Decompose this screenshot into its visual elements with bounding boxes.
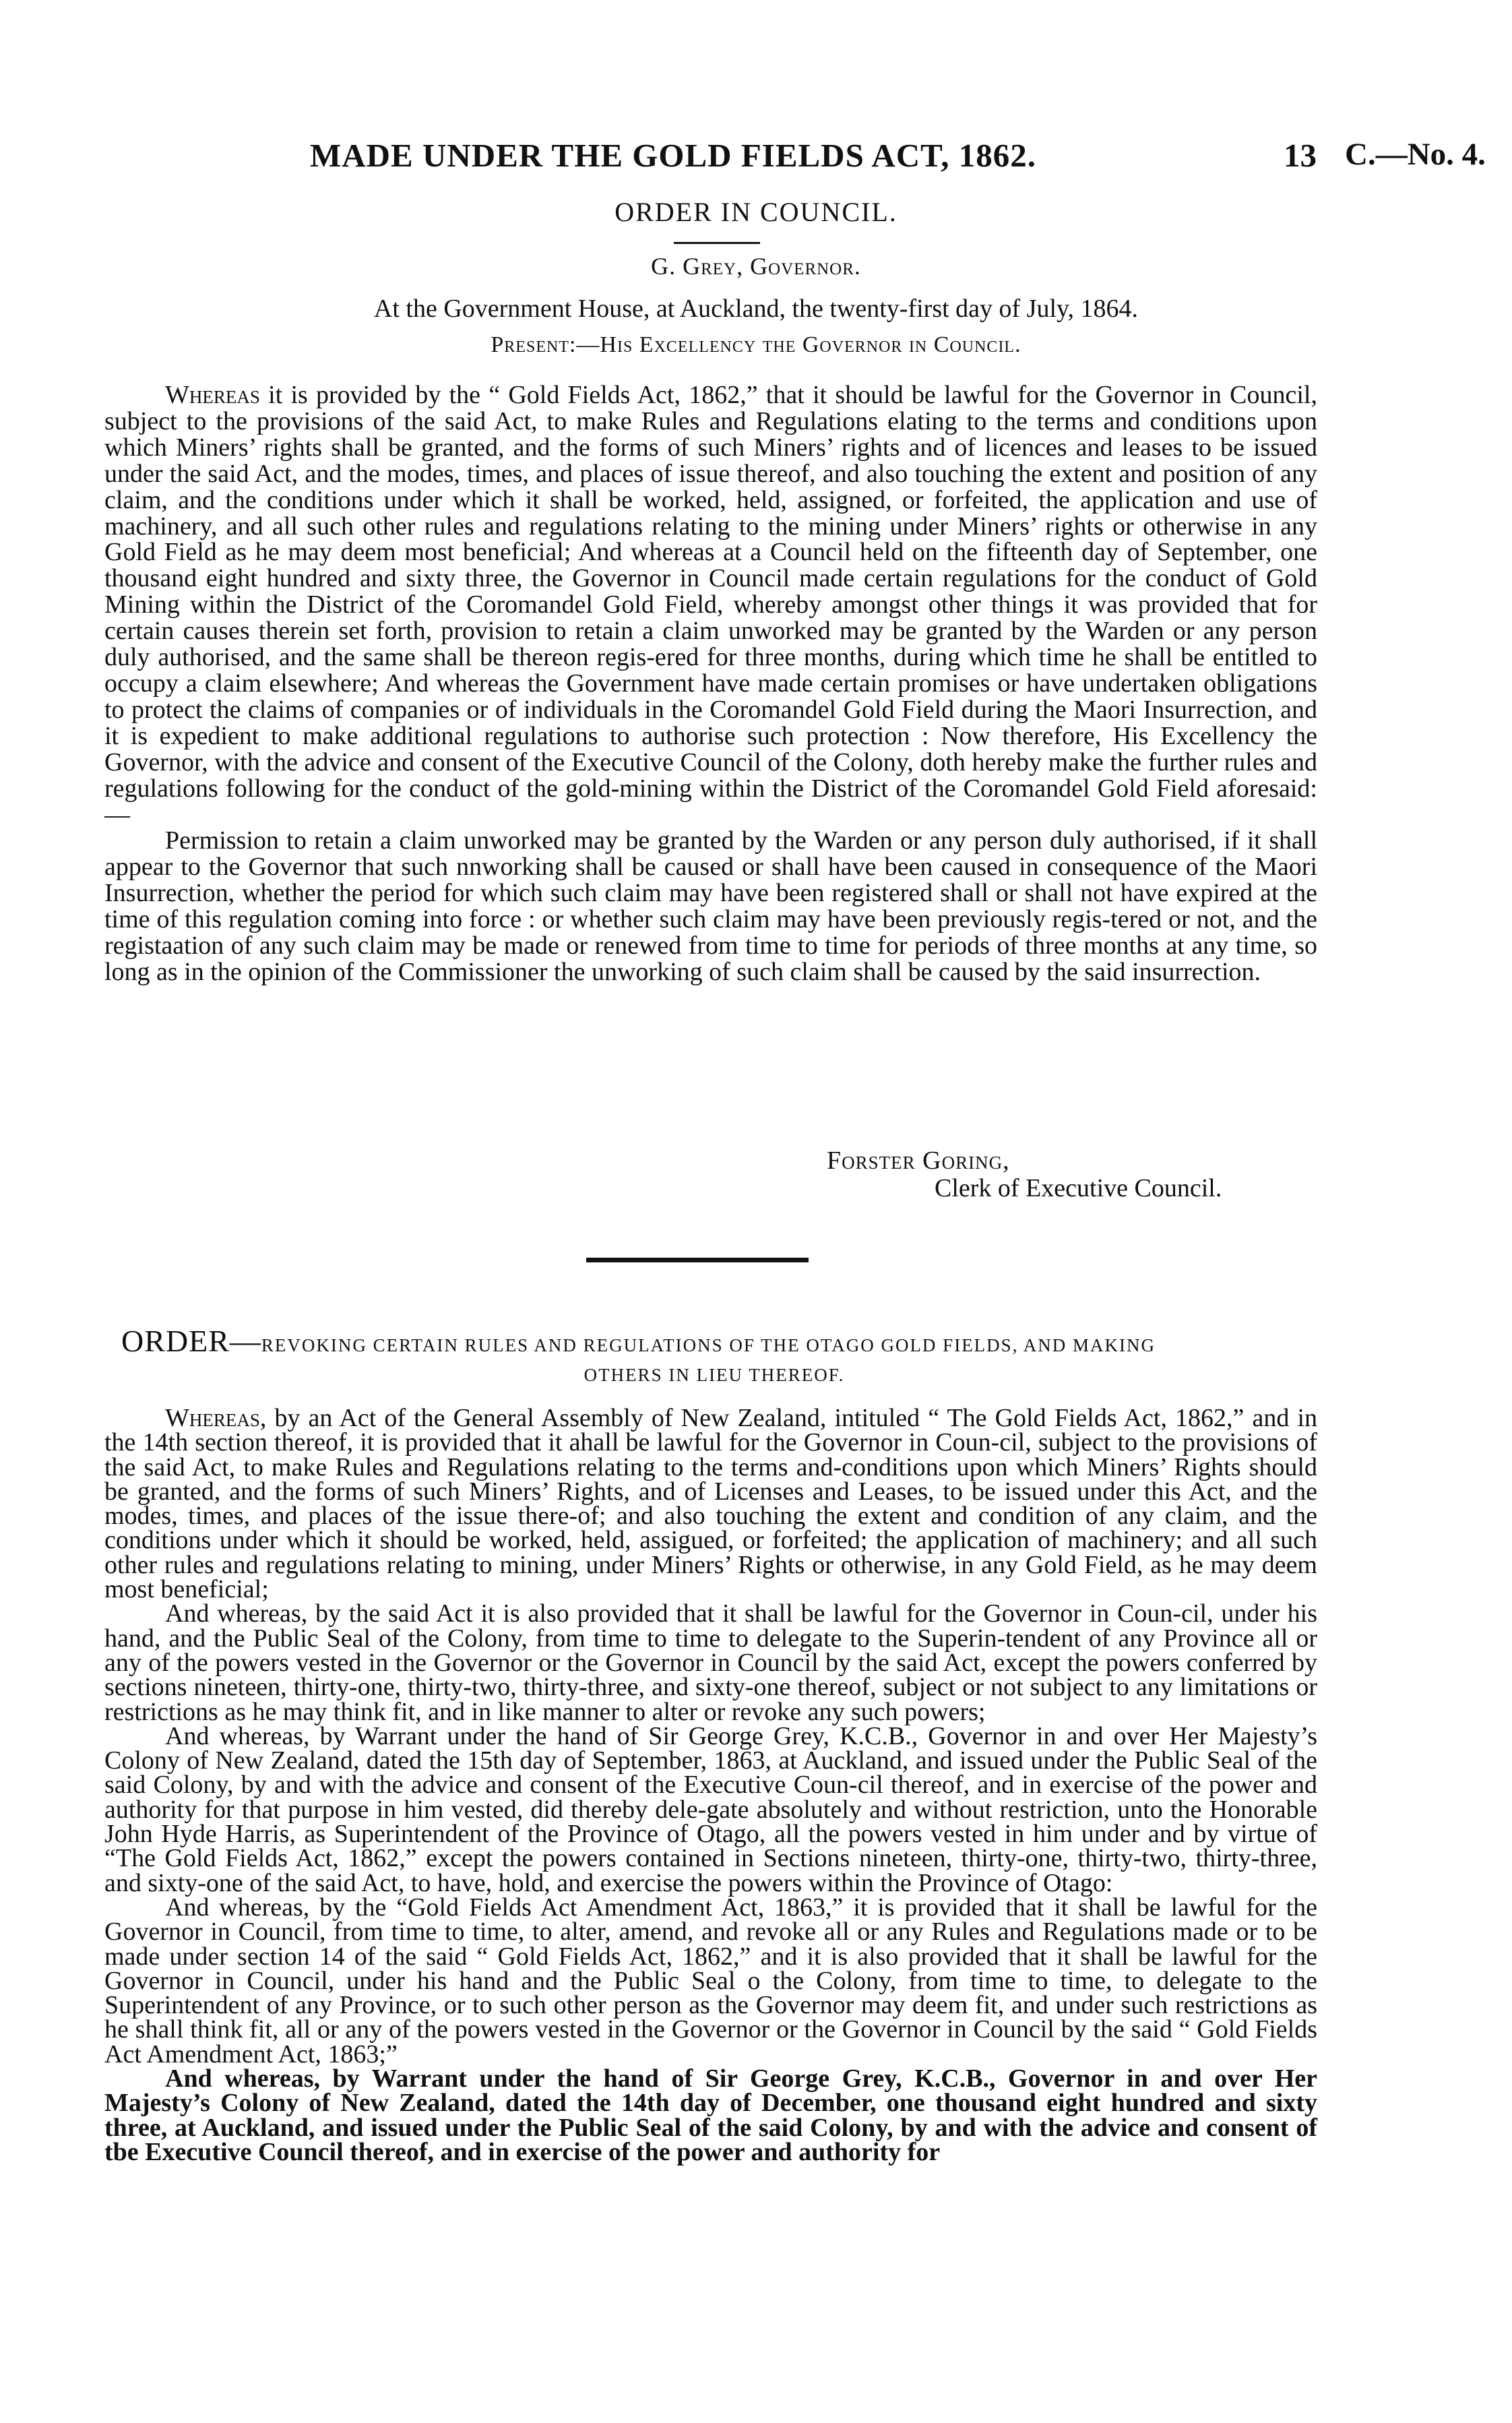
oc-paragraph-2: Permission to retain a claim unworked may be granted by the Warden or any person duly authorised, if it shall appear to the Governor that such nnworking shall be caused or shall have been caused in consequence of the Maori Insurrection, whether the period for which such claim may have been registered shall or shall not have expired at the time of this regulation coming into force : or whether such claim may have been previously regis-tered or not, and the registaation of any such claim may be made or renewed from time to time for periods of three months at any time, so long as in the opinion of the Commissioner the unworking of such claim shall be caused by the said insurrection.: [104, 826, 1317, 986]
ro-paragraph-4: And whereas, by the “Gold Fields Act Amendment Act, 1863,” it is provided that it shall be lawful for the Governor in Council, from time to time, to alter, amend, and revoke all or any Rules and Regulations made or to be made under section 14 of the said “ Gold Fields Act, 1862,” and it is also provided that it shall be lawful for the Governor in Council, under his hand and the Public Seal o the Colony, from time to time, to delegate to the Superintendent of any Province, or to such other person as the Governor may deem fit, and under such restrictions as he shall think fit, all or any of the powers vested in the Governor or the Governor in Council by the said “ Gold Fields Act Amendment Act, 1863;”: [104, 1893, 1317, 2068]
running-head-title: MADE UNDER THE GOLD FIELDS ACT, 1862.: [310, 137, 1036, 174]
present-line: Present:—His Excellency the Governor in Council.: [491, 332, 1021, 357]
ro-paragraph-5: And whereas, by Warrant under the hand of Sir George Grey, K.C.B., Governor in and over Her Majesty’s Colony of New Zealand, dated the 14th day of December, one thousand eight hundred and sixty three, at Auckland, and issued under the Public Seal of the said Colony, by and with the advice and consent of tbe Executive Council thereof, and in exercise of the power and authority for: [104, 2064, 1317, 2166]
revoking-order-heading: [121, 1326, 1388, 1390]
oc-whereas-lead: Whereas: [165, 381, 260, 409]
page-number: 13: [1284, 137, 1317, 174]
revoking-order-heading-line2: OTHERS IN LIEU THEREOF.: [584, 1365, 845, 1385]
ro-paragraph-1-body: by an Act of the General Assembly of New Zealand, intituled “ The Gold Fields Act, 1862,” and in the 14th section thereof, it is provided that it ahall be lawful for the Governor in Coun-cil, subject to the provisions of the said Act, to make Rules and Regulations relating to the terms and-conditions upon which Miners’ Rights should be granted, and the forms of such Miners’ Rights, and of Licenses and Leases, to be issued under this Act, and the modes, times, and places of the issue there-of; and also touching the extent and condition of any claim, and the conditions under which it should be worked, held, assigued, or forfeited; the application of machinery; and all such other rules and regulations relating to mining, under Miners’ Rights or otherwise, in any Gold Field, as he may deem most beneficial;: [104, 1404, 1317, 1604]
ro-whereas-lead: Whereas,: [165, 1404, 267, 1432]
revoking-order-heading-lead: ORDER—: [121, 1324, 261, 1358]
ro-paragraph-3: And whereas, by Warrant under the hand of Sir George Grey, K.C.B., Governor in and over Her Majesty’s Colony of New Zealand, dated the 15th day of September, 1863, at Auckland, and issued under the Public Seal of the said Colony, by and with the advice and consent of the Executive Coun-cil thereof, and in exercise of the power and authority for that purpose in him vested, did thereby dele-gate absolutely and without restriction, unto the Honorable John Hyde Harris, as Superintendent of the Province of Otago, all the powers vested in him under and by virtue of “The Gold Fields Act, 1862,” except the powers contained in Sections nineteen, thirty-one, thirty-two, thirty-three, and sixty-one of the said Act, to have, hold, and exercise the powers within the Province of Otago:: [104, 1721, 1317, 1897]
ro-paragraph-2: And whereas, by the said Act it is also provided that it shall be lawful for the Governor in Coun-cil, under his hand, and the Public Seal of the Colony, from time to time to delegate to the Superin-tendent of any Province all or any of the powers vested in the Governor or the Governor in Council by the said Act, except the powers conferred by sections nineteen, thirty-one, thirty-two, thirty-three, and sixty-one thereof, subject or not subject to any limitations or restrictions as he may think fit, and in like manner to alter or revoke any such powers;: [104, 1599, 1317, 1726]
section-divider-rule: [586, 1258, 809, 1262]
signature-name: Forster Goring,: [827, 1146, 1010, 1175]
order-in-council-heading: ORDER IN COUNCIL.: [615, 197, 897, 227]
signature-block: [827, 1147, 1222, 1202]
oc-paragraph-1: [104, 382, 1317, 828]
signature-title: Clerk of Executive Council.: [935, 1174, 1222, 1202]
revoking-order-heading-rest: REVOKING CERTAIN RULES AND REGULATIONS OF THE OTAGO GOLD FIELDS, AND MAKING: [261, 1335, 1156, 1355]
document-code: C.—No. 4.: [1345, 137, 1486, 172]
governor-line: G. Grey, Governor.: [651, 253, 861, 280]
order-in-council-body: [104, 382, 1317, 985]
ro-paragraph-1: [104, 1404, 1317, 1604]
revoking-order-body: [104, 1406, 1317, 2164]
short-divider-rule: [674, 242, 760, 244]
location-date-line: At the Government House, at Auckland, the twenty-first day of July, 1864.: [373, 295, 1139, 323]
running-head: [0, 136, 1512, 177]
oc-paragraph-1-body: it is provided by the “ Gold Fields Act, 1862,” that it should be lawful for the Governor in Council, subject to the provisions of the said Act, to make Rules and Regulations elating to the terms and conditions upon which Miners’ rights shall be granted, and the forms of such Miners’ rights and of licences and leases to be issued under the said Act, and the modes, times, and places of issue thereof, and also touching the extent and position of any claim, and the conditions under which it shall be worked, held, assigned, or forfeited, the application and use of machinery, and all such other rules and regulations relating to the mining under Miners’ rights or otherwise in any Gold Field as he may deem most beneficial; And whereas at a Council held on the fifteenth day of September, one thousand eight hundred and sixty three, the Governor in Council made certain regulations for the conduct of Gold Mining within the District of the Coromandel Gold Field, whereby amongst other things it was provided that for certain causes therein set forth, provision to retain a claim unworked may be granted by the Warden or any person duly authorised, and the same shall be thereon regis-ered for three months, during which time he shall be entitled to occupy a claim elsewhere; And whereas the Government have made certain promises or have undertaken obligations to protect the claims of companies or of individuals in the Coromandel Gold Field during the Maori Insurrection, and it is expedient to make additional regulations to authorise such protection : Now therefore, His Excellency the Governor, with the advice and consent of the Executive Council of the Colony, doth hereby make the further rules and regulations following for the conduct of the gold-mining within the District of the Coromandel Gold Field aforesaid:—: [104, 381, 1317, 829]
